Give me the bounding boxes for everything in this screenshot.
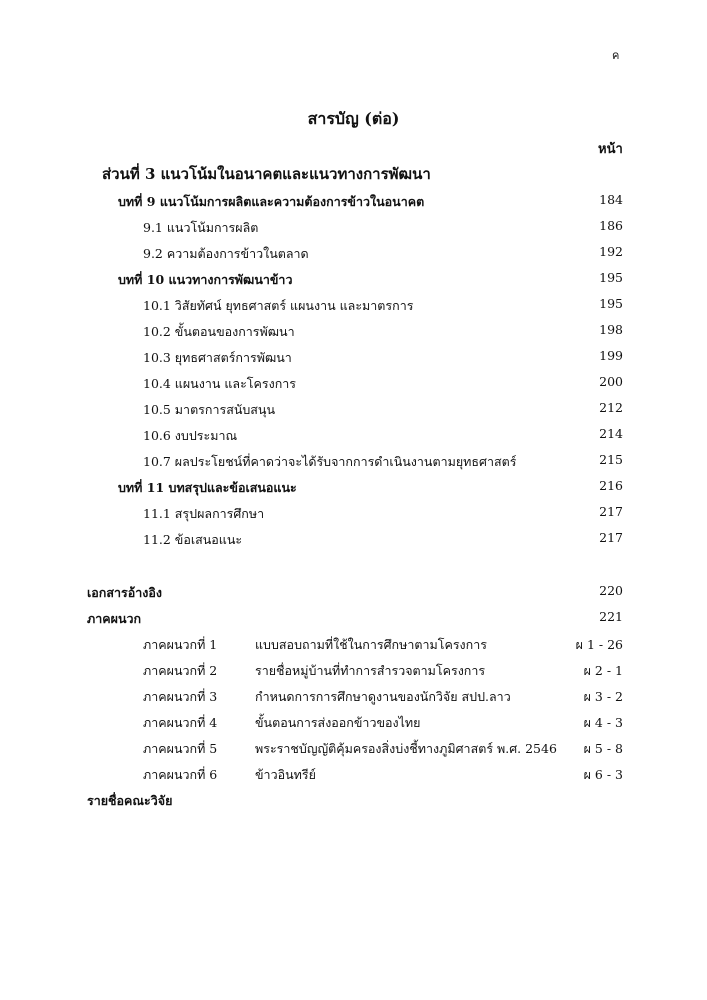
- appendix-item-label: ภาคผนวกที่ 4: [143, 715, 218, 730]
- toc-entry-page: 195: [599, 296, 623, 311]
- appendix-item: [0, 713, 707, 733]
- appendix-item: [0, 739, 707, 759]
- toc-entry-label: 11.1 สรุปผลการศึกษา: [143, 506, 265, 521]
- toc-entry-label: 10.7 ผลประโยชน์ที่คาดว่าจะได้รับจากการดำเนินงานตามยุทธศาสตร์: [143, 454, 517, 469]
- references-entry: [0, 583, 707, 603]
- appendix-item-desc: พระราชบัญญัติคุ้มครองสิ่งบ่งชี้ทางภูมิศาสตร์ พ.ศ. 2546: [255, 741, 557, 756]
- appendix-item-label: ภาคผนวกที่ 3: [143, 689, 218, 704]
- toc-entry-label: 10.1 วิสัยทัศน์ ยุทธศาสตร์ แผนงาน และมาตรการ: [143, 298, 414, 313]
- appendix-item-desc: แบบสอบถามที่ใช้ในการศึกษาตามโครงการ: [255, 637, 487, 652]
- toc-entry-label: บทที่ 10 แนวทางการพัฒนาข้าว: [118, 272, 293, 287]
- toc-entry-page: 199: [599, 348, 623, 363]
- toc-entry-label: บทที่ 9 แนวโน้มการผลิตและความต้องการข้าวในอนาคต: [118, 194, 425, 209]
- page-title: สารบัญ (ต่อ): [307, 109, 400, 128]
- toc-entry-label: 9.1 แนวโน้มการผลิต: [143, 220, 259, 235]
- toc-entry: [0, 374, 707, 394]
- appendix-item-label: ภาคผนวกที่ 2: [143, 663, 218, 678]
- toc-entry-label: 10.6 งบประมาณ: [143, 428, 238, 443]
- toc-entry-label: 10.5 มาตรการสนับสนุน: [143, 402, 276, 417]
- toc-entry-page: 212: [599, 400, 623, 415]
- references-page: 220: [599, 583, 623, 598]
- toc-entry-page: 192: [599, 244, 623, 259]
- appendix-item-desc: ข้าวอินทรีย์: [255, 767, 316, 782]
- page-column-header: หน้า: [598, 142, 623, 157]
- toc-entry: [0, 322, 707, 342]
- appendix-item-desc: กำหนดการการศึกษาดูงานของนักวิจัย สปป.ลาว: [255, 689, 511, 704]
- toc-entry: [0, 270, 707, 290]
- toc-entry: [0, 244, 707, 264]
- toc-entry-page: 215: [599, 452, 623, 467]
- toc-entry-page: 217: [599, 530, 623, 545]
- appendix-label: ภาคผนวก: [87, 611, 142, 626]
- toc-entry-label: 11.2 ข้อเสนอแนะ: [143, 532, 243, 547]
- toc-entry-page: 184: [599, 192, 623, 207]
- toc-entry: [0, 426, 707, 446]
- toc-entry-page: 214: [599, 426, 623, 441]
- references-label: เอกสารอ้างอิง: [87, 585, 162, 600]
- toc-entry-label: 10.3 ยุทธศาสตร์การพัฒนา: [143, 350, 292, 365]
- toc-entry-label: 10.2 ขั้นตอนของการพัฒนา: [143, 324, 295, 339]
- toc-entry: [0, 296, 707, 316]
- toc-entry-page: 198: [599, 322, 623, 337]
- toc-entry: [0, 504, 707, 524]
- appendix-item-label: ภาคผนวกที่ 5: [143, 741, 218, 756]
- appendix-item: [0, 687, 707, 707]
- toc-entry-page: 186: [599, 218, 623, 233]
- toc-entry: [0, 530, 707, 550]
- toc-entry-label: 9.2 ความต้องการข้าวในตลาด: [143, 246, 309, 261]
- toc-entry: [0, 192, 707, 212]
- appendix-item-page: ผ 6 - 3: [583, 767, 623, 782]
- toc-entry: [0, 218, 707, 238]
- toc-entry: [0, 400, 707, 420]
- toc-entry-page: 195: [599, 270, 623, 285]
- appendix-item: [0, 765, 707, 785]
- toc-entry-page: 216: [599, 478, 623, 493]
- toc-entry-label: บทที่ 11 บทสรุปและข้อเสนอแนะ: [118, 480, 297, 495]
- appendix-item: [0, 635, 707, 655]
- toc-entry: [0, 478, 707, 498]
- toc-entry-page: 200: [599, 374, 623, 389]
- appendix-item-page: ผ 1 - 26: [575, 637, 623, 652]
- research-team-label: รายชื่อคณะวิจัย: [87, 793, 173, 808]
- appendix-item-label: ภาคผนวกที่ 6: [143, 767, 218, 782]
- appendix-item-page: ผ 3 - 2: [583, 689, 623, 704]
- toc-entry: [0, 452, 707, 472]
- appendix-item-page: ผ 5 - 8: [583, 741, 623, 756]
- appendix-item-page: ผ 2 - 1: [583, 663, 623, 678]
- appendix-item-desc: รายชื่อหมู่บ้านที่ทำการสำรวจตามโครงการ: [255, 663, 486, 678]
- appendix-item: [0, 661, 707, 681]
- page-letter: ค: [612, 49, 620, 62]
- appendix-item-desc: ขั้นตอนการส่งออกข้าวของไทย: [255, 715, 421, 730]
- part-heading: ส่วนที่ 3 แนวโน้มในอนาคตและแนวทางการพัฒนา: [102, 165, 431, 183]
- research-team-entry: [0, 791, 707, 811]
- appendix-page: 221: [599, 609, 623, 624]
- appendix-entry: [0, 609, 707, 629]
- toc-entry-page: 217: [599, 504, 623, 519]
- toc-entry: [0, 348, 707, 368]
- appendix-item-label: ภาคผนวกที่ 1: [143, 637, 218, 652]
- appendix-item-page: ผ 4 - 3: [583, 715, 623, 730]
- toc-entry-label: 10.4 แผนงาน และโครงการ: [143, 376, 296, 391]
